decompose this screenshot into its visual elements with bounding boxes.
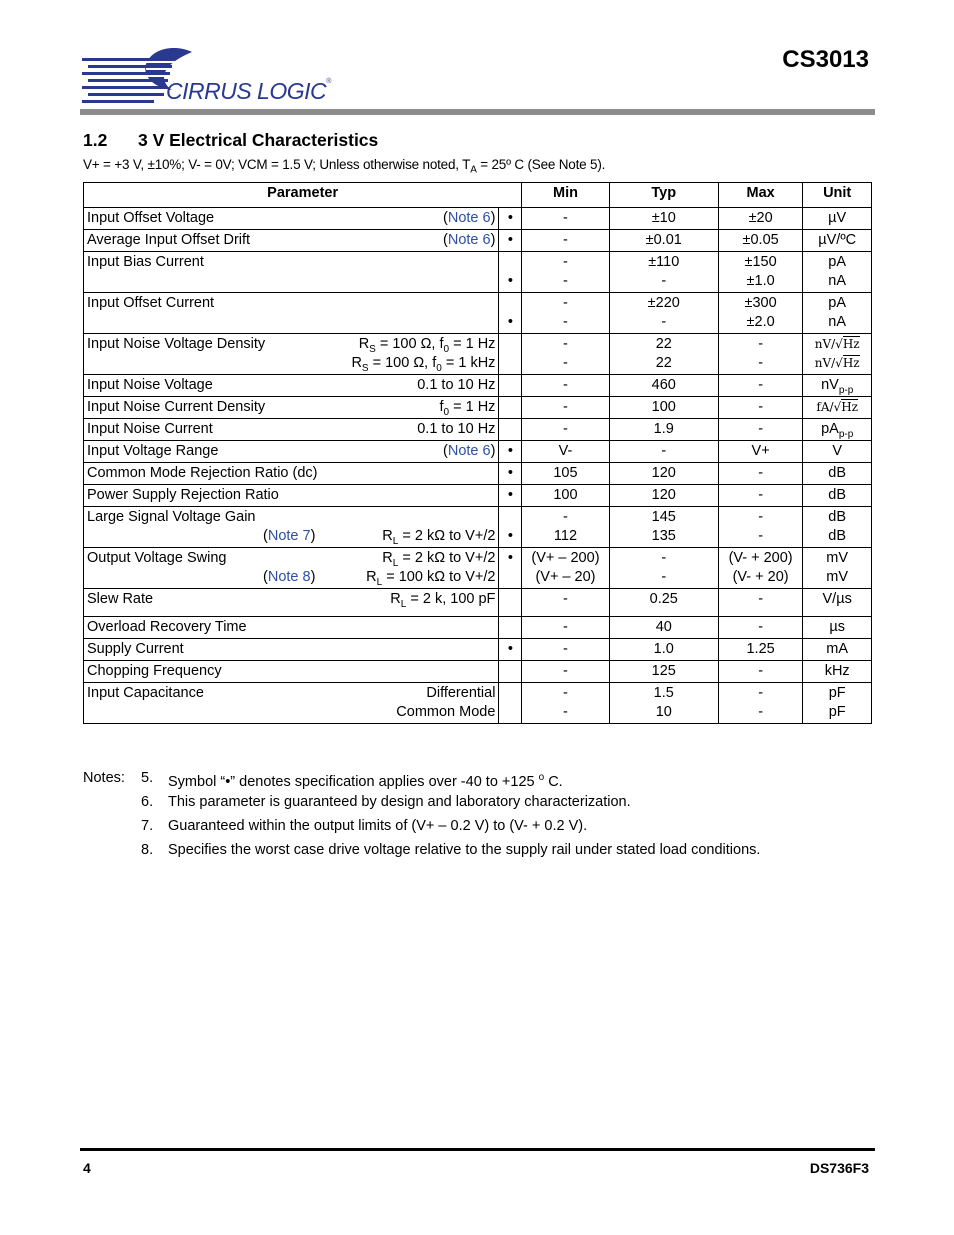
table-row: Input Noise Voltage Density $R_S = 100$ Ω, $f_0 = 1$ Hz $R_S = 100$ Ω, $f_0 = 1$ kHz - - 22 22 - - nV/√Hz nV/√Hz (84, 334, 872, 375)
table-row: Input Noise Voltage 0.1 to 10 Hz - 460 - $nV_{p-p}$ (84, 375, 872, 397)
table-row: Overload Recovery Time - 40 - µs (84, 617, 872, 639)
page-number: 4 (83, 1160, 91, 1176)
table-header-row (84, 183, 872, 208)
header-min: Min (522, 183, 609, 208)
table-row: Average Input Offset Drift (Note 6) • - ±0.01 ±0.05 µV/ºC (84, 230, 872, 252)
table-row: Input Offset Voltage (Note 6) • - ±10 ±20 µV (84, 208, 872, 230)
section-heading (83, 130, 378, 151)
table-row: Input Offset Current • - - ±220 - ±300 ±2.0 pA nA (84, 293, 872, 334)
table-row: Supply Current • - 1.0 1.25 mA (84, 639, 872, 661)
table-row: Input Capacitance Differential Common Mode - - 1.5 10 - - pF pF (84, 683, 872, 724)
header-max: Max (718, 183, 803, 208)
header-unit: Unit (803, 183, 872, 208)
note-link[interactable]: Note 6 (447, 232, 491, 248)
note-link[interactable]: Note 6 (447, 443, 491, 459)
note-link[interactable]: Note 6 (447, 210, 491, 226)
table-row: Common Mode Rejection Ratio (dc) • 105 120 - dB (84, 463, 872, 485)
table-row: Slew Rate $R_L = 2$ k, 100 pF - 0.25 - V/µs (84, 589, 872, 617)
test-conditions: V+ = +3 V, ±10%; V- = 0V; VCM = 1.5 V; Unless otherwise noted, $T_A$ = 25º C (See Note 5). (83, 157, 606, 176)
note-link[interactable]: Note 7 (267, 528, 311, 544)
table-row: Input Noise Current 0.1 to 10 Hz - 1.9 - $pA_{p-p}$ (84, 419, 872, 441)
brand-wordmark: CIRRUS LOGIC® (166, 78, 331, 104)
footer-divider (80, 1148, 875, 1151)
section-number: 1.2 (83, 130, 108, 150)
table-row: Input Noise Current Density $f_0 = 1$ Hz - 100 - fA/√Hz (84, 397, 872, 419)
table-row: Large Signal Voltage Gain (Note 7) $R_L = 2$ kΩ to V+/2 • - 112 145 135 - - dB dB (84, 507, 872, 548)
header-parameter: Parameter (84, 183, 522, 208)
table-row: Chopping Frequency - 125 - kHz (84, 661, 872, 683)
table-row: Input Voltage Range (Note 6) • V- - V+ V (84, 441, 872, 463)
document-title: CS3013 (782, 46, 869, 73)
header-typ: Typ (609, 183, 718, 208)
table-row: Power Supply Rejection Ratio • 100 120 - dB (84, 485, 872, 507)
table-row: Output Voltage Swing (Note 8) $R_L = 2$ kΩ to V+/2 $R_L = 100$ kΩ to V+/2 • (V+ – 200) (V+ – 20) - - (V- + 200) (V- + 20) mV mV (84, 548, 872, 589)
header-divider (80, 109, 875, 115)
notes-label: Notes: (83, 770, 125, 786)
table-row: Input Bias Current • - - ±110 - ±150 ±1.0 pA nA (84, 252, 872, 293)
footer-doc-code: DS736F3 (809, 1160, 869, 1176)
note-link[interactable]: Note 8 (267, 569, 311, 585)
electrical-characteristics-table (83, 182, 872, 724)
section-title-text: 3 V Electrical Characteristics (138, 130, 379, 150)
